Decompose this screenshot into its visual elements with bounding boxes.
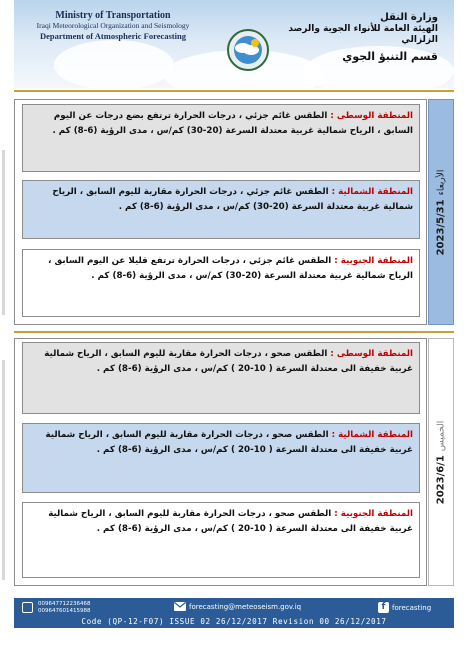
page-footer [14, 598, 454, 628]
region-central-day1 [22, 104, 420, 172]
day-name: الخميس [436, 420, 447, 451]
region-forecast: الطقس غائم جزئي ، درجات الحرارة ترتفع بضع درجات عن اليوم السابق ، الرياح شمالية غربية معتدلة السرعة (20-30) كم/س ، مدى الرؤية (6-8) كم . [52, 111, 413, 136]
margin-bar [2, 150, 5, 315]
email-item[interactable] [174, 602, 301, 611]
region-name: المنطقة الوسطى : [330, 349, 413, 359]
header-divider [14, 90, 454, 92]
cloud-decoration [54, 40, 174, 88]
document-code: Code (QP-12-F07) ISSUE 02 26/12/2017 Revision 00 26/12/2017 [81, 617, 387, 626]
day-tab-2 [428, 338, 454, 586]
social-handle[interactable]: forecasting [392, 603, 432, 612]
region-name: المنطقة الشمالية : [331, 430, 413, 440]
day-divider [14, 331, 454, 333]
organization-name-ar: الهيئة العامة للأنواء الجوية والرصد الزلزالي [288, 24, 438, 45]
region-south-day1 [22, 249, 420, 317]
phone-number: 009647712236468 [38, 601, 91, 607]
region-name: المنطقة الوسطى : [330, 111, 413, 121]
region-forecast: الطقس صحو ، درجات الحرارة مقاربة لليوم السابق ، الرياح شمالية غربية خفيفة الى معتدلة السرعة ( 10-20 ) كم/س ، مدى الرؤية (6-8) كم . [45, 430, 413, 455]
region-forecast: الطقس غائم جزئي ، درجات الحرارة ترتفع قليلا عن اليوم السابق ، الرياح شمالية غربية معتدلة السرعة (20-30) كم/س ، مدى الرؤية (6-8) كم . [48, 256, 413, 281]
email-address[interactable]: forecasting@meteoseism.gov.iq [189, 602, 302, 611]
social-item[interactable] [378, 602, 431, 613]
email-icon [174, 602, 186, 611]
region-forecast: الطقس غائم جزئي ، درجات الحرارة مقاربة لليوم السابق ، الرياح شمالية غربية معتدلة السرعة (20-30) كم/س ، مدى الرؤية (6-8) كم . [52, 187, 413, 212]
region-name: المنطقة الجنوبية : [334, 256, 413, 266]
day-name: الأربعاء [436, 169, 447, 195]
arabic-header [288, 12, 438, 63]
region-central-day2 [22, 342, 420, 414]
region-name: المنطقة الجنوبية : [334, 509, 413, 519]
day-tab-1 [428, 99, 454, 325]
phone-number: 009647601415988 [38, 608, 91, 614]
region-north-day2 [22, 423, 420, 493]
department-name-ar: قسم التنبؤ الجوي [342, 49, 438, 63]
phone-icon [22, 602, 33, 613]
organization-name-en: Iraqi Meteorological Organization and Seismology [36, 20, 190, 30]
region-name: المنطقة الشمالية : [331, 187, 413, 197]
english-header [28, 10, 198, 42]
day-date: 2023/6/1 [435, 454, 447, 504]
department-name-en: Department of Atmospheric Forecasting [40, 31, 186, 42]
facebook-icon: f [378, 602, 389, 613]
page-header [14, 0, 454, 88]
ministry-name-ar: وزارة النقل [380, 12, 438, 23]
meteorology-logo [226, 28, 270, 72]
phone-numbers [38, 601, 91, 615]
margin-bar [2, 360, 5, 580]
region-forecast: الطقس صحو ، درجات الحرارة مقاربة لليوم السابق ، الرياح شمالية غربية خفيفة الى معتدلة السرعة ( 10-20 ) كم/س ، مدى الرؤية (6-8) كم . [48, 509, 413, 534]
region-forecast: الطقس صحو ، درجات الحرارة مقاربة لليوم السابق ، الرياح شمالية غربية خفيفة الى معتدلة السرعة ( 10-20 ) كم/س ، مدى الرؤية (6-8) كم . [44, 349, 413, 374]
region-north-day1 [22, 180, 420, 239]
region-south-day2 [22, 502, 420, 578]
ministry-name-en: Ministry of Transportation [55, 10, 171, 21]
day-date: 2023/5/31 [435, 198, 447, 255]
